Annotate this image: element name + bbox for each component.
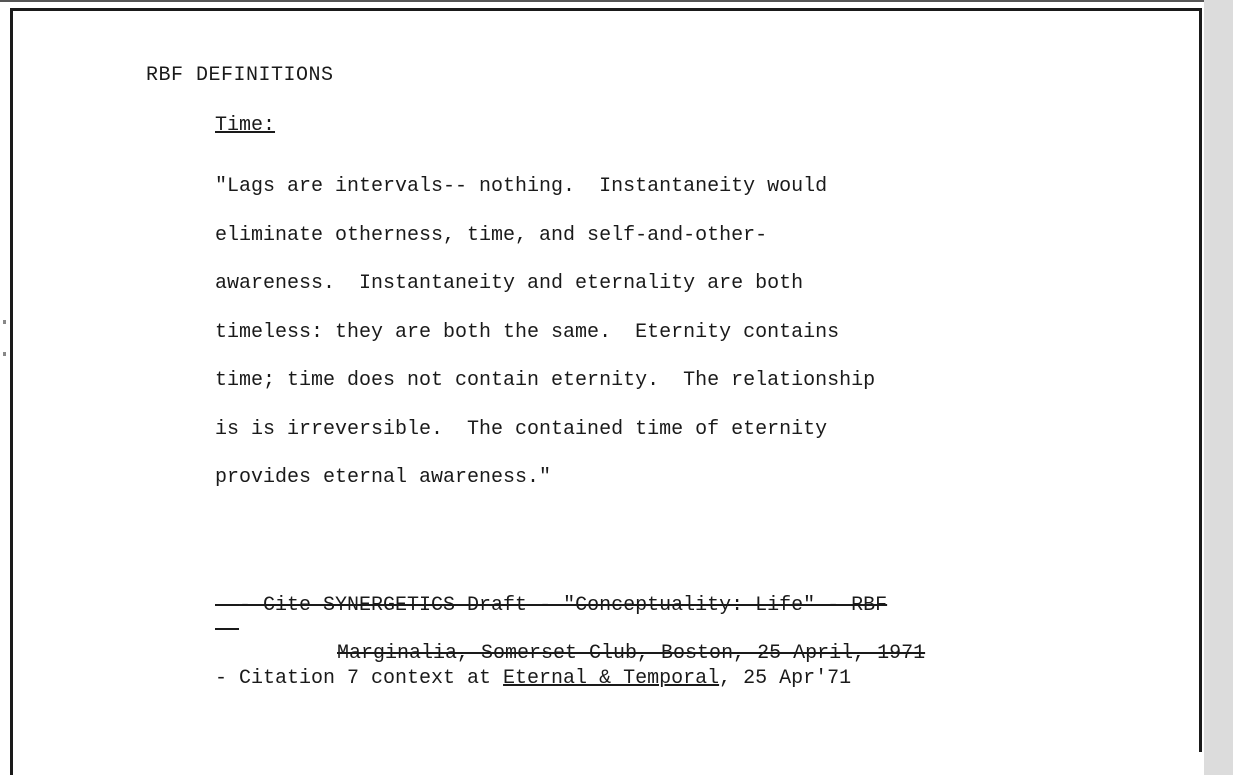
citation-suffix: , 25 Apr'71: [719, 667, 852, 690]
definition-quote: [215, 163, 1015, 503]
quote-line: timeless: they are both the same. Eternity contains: [215, 320, 840, 344]
term-heading: Time:: [215, 114, 276, 137]
quote-line: provides eternal awareness.": [215, 466, 552, 489]
quote-line: is is irreversible. The contained time of eternity: [215, 417, 828, 441]
quote-line: eliminate otherness, time, and self-and-other-: [215, 223, 768, 247]
quote-line: "Lags are intervals-- nothing. Instantaneity would: [215, 175, 828, 198]
top-edge-line: [0, 0, 1204, 2]
citation-line: [215, 667, 851, 690]
margin-mark: [3, 352, 6, 356]
quote-line: awareness. Instantaneity and eternality are both: [215, 272, 804, 295]
next-card-edge: [10, 752, 1203, 775]
quote-line: time; time does not contain eternity. The relationship: [215, 369, 876, 392]
citation-prefix: - Citation 7 context at: [215, 667, 504, 690]
page-heading: RBF DEFINITIONS: [146, 64, 334, 87]
right-margin-strip: [1204, 0, 1233, 775]
struck-citation-line: Marginalia, Somerset Club, Boston, 25 April, 1971: [337, 642, 926, 665]
citation-link[interactable]: Eternal & Temporal: [503, 667, 720, 690]
margin-mark: [3, 320, 6, 324]
struck-citation-line: - Cite SYNERGETICS Draft - "Conceptuality: Life" - RBF: [239, 594, 888, 617]
